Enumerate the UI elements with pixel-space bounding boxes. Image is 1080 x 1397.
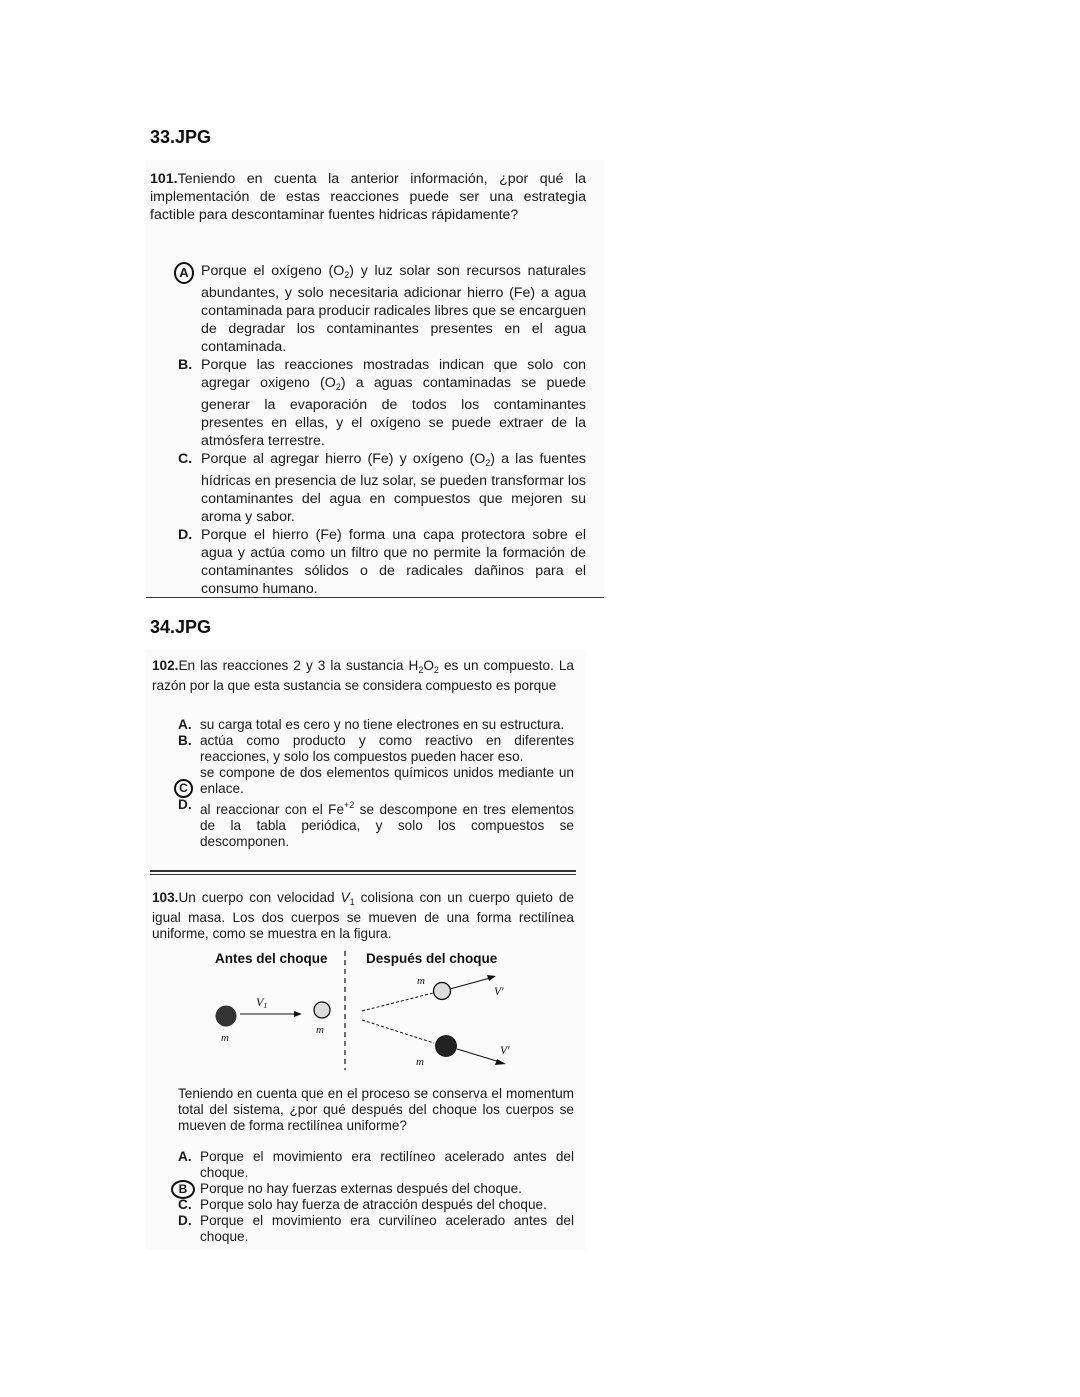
- question-103: 103.Un cuerpo con velocidad $V_1$ colisiona con un cuerpo quieto de igual masa. Los dos cuerpos se mueven de una forma rectilínea uniforme, como se muestra en la figura.: [152, 890, 574, 941]
- question-103-prompt: Teniendo en cuenta que en el proceso se conserva el momentum total del sistema, ¿por qué después del choque los cuerpos se mueven de forma rectilínea uniforme?: [178, 1086, 574, 1133]
- collision-figure: [204, 948, 514, 1073]
- option-letter: B.: [178, 357, 193, 373]
- option-text: Porque el hierro (Fe) forma una capa protectora sobre el agua y actúa como un filtro que no permite la formación de contaminantes sólidos o de radicales dañinos para el consumo humano.: [201, 527, 586, 597]
- option-a[interactable]: [178, 1149, 574, 1181]
- question-number: 101.: [150, 171, 178, 187]
- scan-image-33: [146, 160, 604, 598]
- option-c[interactable]: [178, 1197, 574, 1213]
- option-text: Porque no hay fuerzas externas después del choque.: [200, 1181, 522, 1196]
- option-letter: B.: [178, 733, 192, 748]
- option-text: al reaccionar con el $Fe^{+2}$ se descompone en tres elementos de la tabla periódica, y solo los compuestos se descomponen.: [200, 800, 574, 849]
- option-letter: A.: [178, 717, 192, 732]
- question-prompt: Teniendo en cuenta la anterior información, ¿por qué la implementación de estas reacciones puede ser una estrategia factible para descontaminar fuentes hidricas rápidamente?: [150, 171, 586, 223]
- arrowhead-icon: [495, 1059, 506, 1065]
- double-divider: [150, 874, 576, 875]
- trajectory-line-lower: [362, 1020, 434, 1043]
- option-text: Porque el oxígeno $(O_2)$ y luz solar son recursos naturales abundantes, y solo necesitaria adicionar hierro (Fe) a agua contaminada para producir radicales libres que se encarguen de degradar los contaminantes presentes en el agua contaminada.: [201, 263, 586, 355]
- options-list: [178, 1149, 574, 1245]
- mass-label: m: [221, 1032, 229, 1044]
- question-number: 102.: [152, 658, 179, 673]
- option-a[interactable]: [178, 717, 574, 733]
- option-text: Porque el movimiento era rectilíneo acelerado antes del choque.: [200, 1149, 574, 1180]
- resting-ball: [314, 1002, 330, 1018]
- option-text: Porque solo hay fuerza de atracción después del choque.: [200, 1197, 547, 1212]
- file-label-33: 33.JPG: [150, 127, 212, 147]
- option-text: Porque las reacciones mostradas indican que solo con agregar oxigeno $(O_2)$ a aguas contaminadas se puede generar la evaporación de todos los contaminantes presentes en ellas, y el oxígeno se puede extraer de la atmósfera terrestre.: [201, 357, 586, 449]
- file-label-34: 34.JPG: [150, 617, 212, 637]
- answer-mark-letter: A: [179, 265, 189, 280]
- option-d[interactable]: [178, 797, 574, 850]
- options-list: [178, 717, 574, 850]
- dark-ball-after: [435, 1035, 457, 1057]
- moving-ball: [216, 1006, 237, 1027]
- vprime-label-lower: V': [500, 1045, 510, 1057]
- option-letter: A.: [178, 1149, 192, 1164]
- option-d[interactable]: [178, 1213, 574, 1245]
- answer-mark-letter: C: [179, 781, 188, 795]
- double-divider: [150, 870, 576, 872]
- option-c[interactable]: [178, 450, 586, 526]
- velocity-arrow-lower: [457, 1049, 500, 1062]
- velocity-arrow-upper: [450, 978, 490, 989]
- mass-label: m: [316, 1024, 324, 1036]
- mass-label: m: [417, 975, 425, 987]
- option-letter: C.: [178, 451, 193, 467]
- question-number: 103.: [152, 890, 179, 905]
- options-list: [178, 262, 586, 598]
- option-b[interactable]: [178, 733, 574, 765]
- light-ball-after: [434, 983, 451, 1000]
- option-letter: D.: [178, 1213, 192, 1228]
- option-c[interactable]: [178, 765, 574, 797]
- option-a[interactable]: [178, 262, 586, 356]
- arrowhead-icon: [294, 1011, 302, 1017]
- option-text: Porque al agregar hierro (Fe) y oxígeno $(O_2)$ a las fuentes hídricas en presencia de luz solar, se pueden transformar los contaminantes del agua en compuestos que mejoren su aroma y sabor.: [201, 451, 586, 525]
- option-letter: D.: [178, 797, 192, 812]
- question-102: 102.En las reacciones 2 y 3 la sustancia $H_2O_2$ es un compuesto. La razón por la que esta sustancia se considera compuesto es porque: [152, 658, 574, 693]
- option-text: su carga total es cero y no tiene electrones en su estructura.: [200, 717, 565, 732]
- figure-title-after: Después del choque: [366, 951, 498, 966]
- trajectory-line-upper: [362, 993, 433, 1011]
- option-text: se compone de dos elementos químicos unidos mediante un enlace.: [200, 765, 574, 796]
- option-letter: C.: [178, 1197, 192, 1212]
- option-b[interactable]: [178, 356, 586, 450]
- arrowhead-icon: [487, 975, 496, 981]
- divider: [146, 597, 604, 598]
- question-101: [150, 170, 586, 224]
- answer-mark-letter: B: [178, 1182, 188, 1196]
- option-b[interactable]: [178, 1181, 574, 1197]
- mass-label: m: [416, 1056, 424, 1068]
- option-letter: D.: [178, 527, 193, 543]
- scan-image-34: [146, 650, 586, 1250]
- vprime-label-upper: V': [494, 986, 504, 998]
- v1-label: V1: [256, 995, 268, 1010]
- option-text: actúa como producto y como reactivo en diferentes reacciones, y solo los compuestos pueden hacer eso.: [200, 733, 574, 764]
- option-text: Porque el movimiento era curvilíneo acelerado antes del choque.: [200, 1213, 574, 1244]
- figure-title-before: Antes del choque: [215, 951, 328, 966]
- option-d[interactable]: [178, 526, 586, 598]
